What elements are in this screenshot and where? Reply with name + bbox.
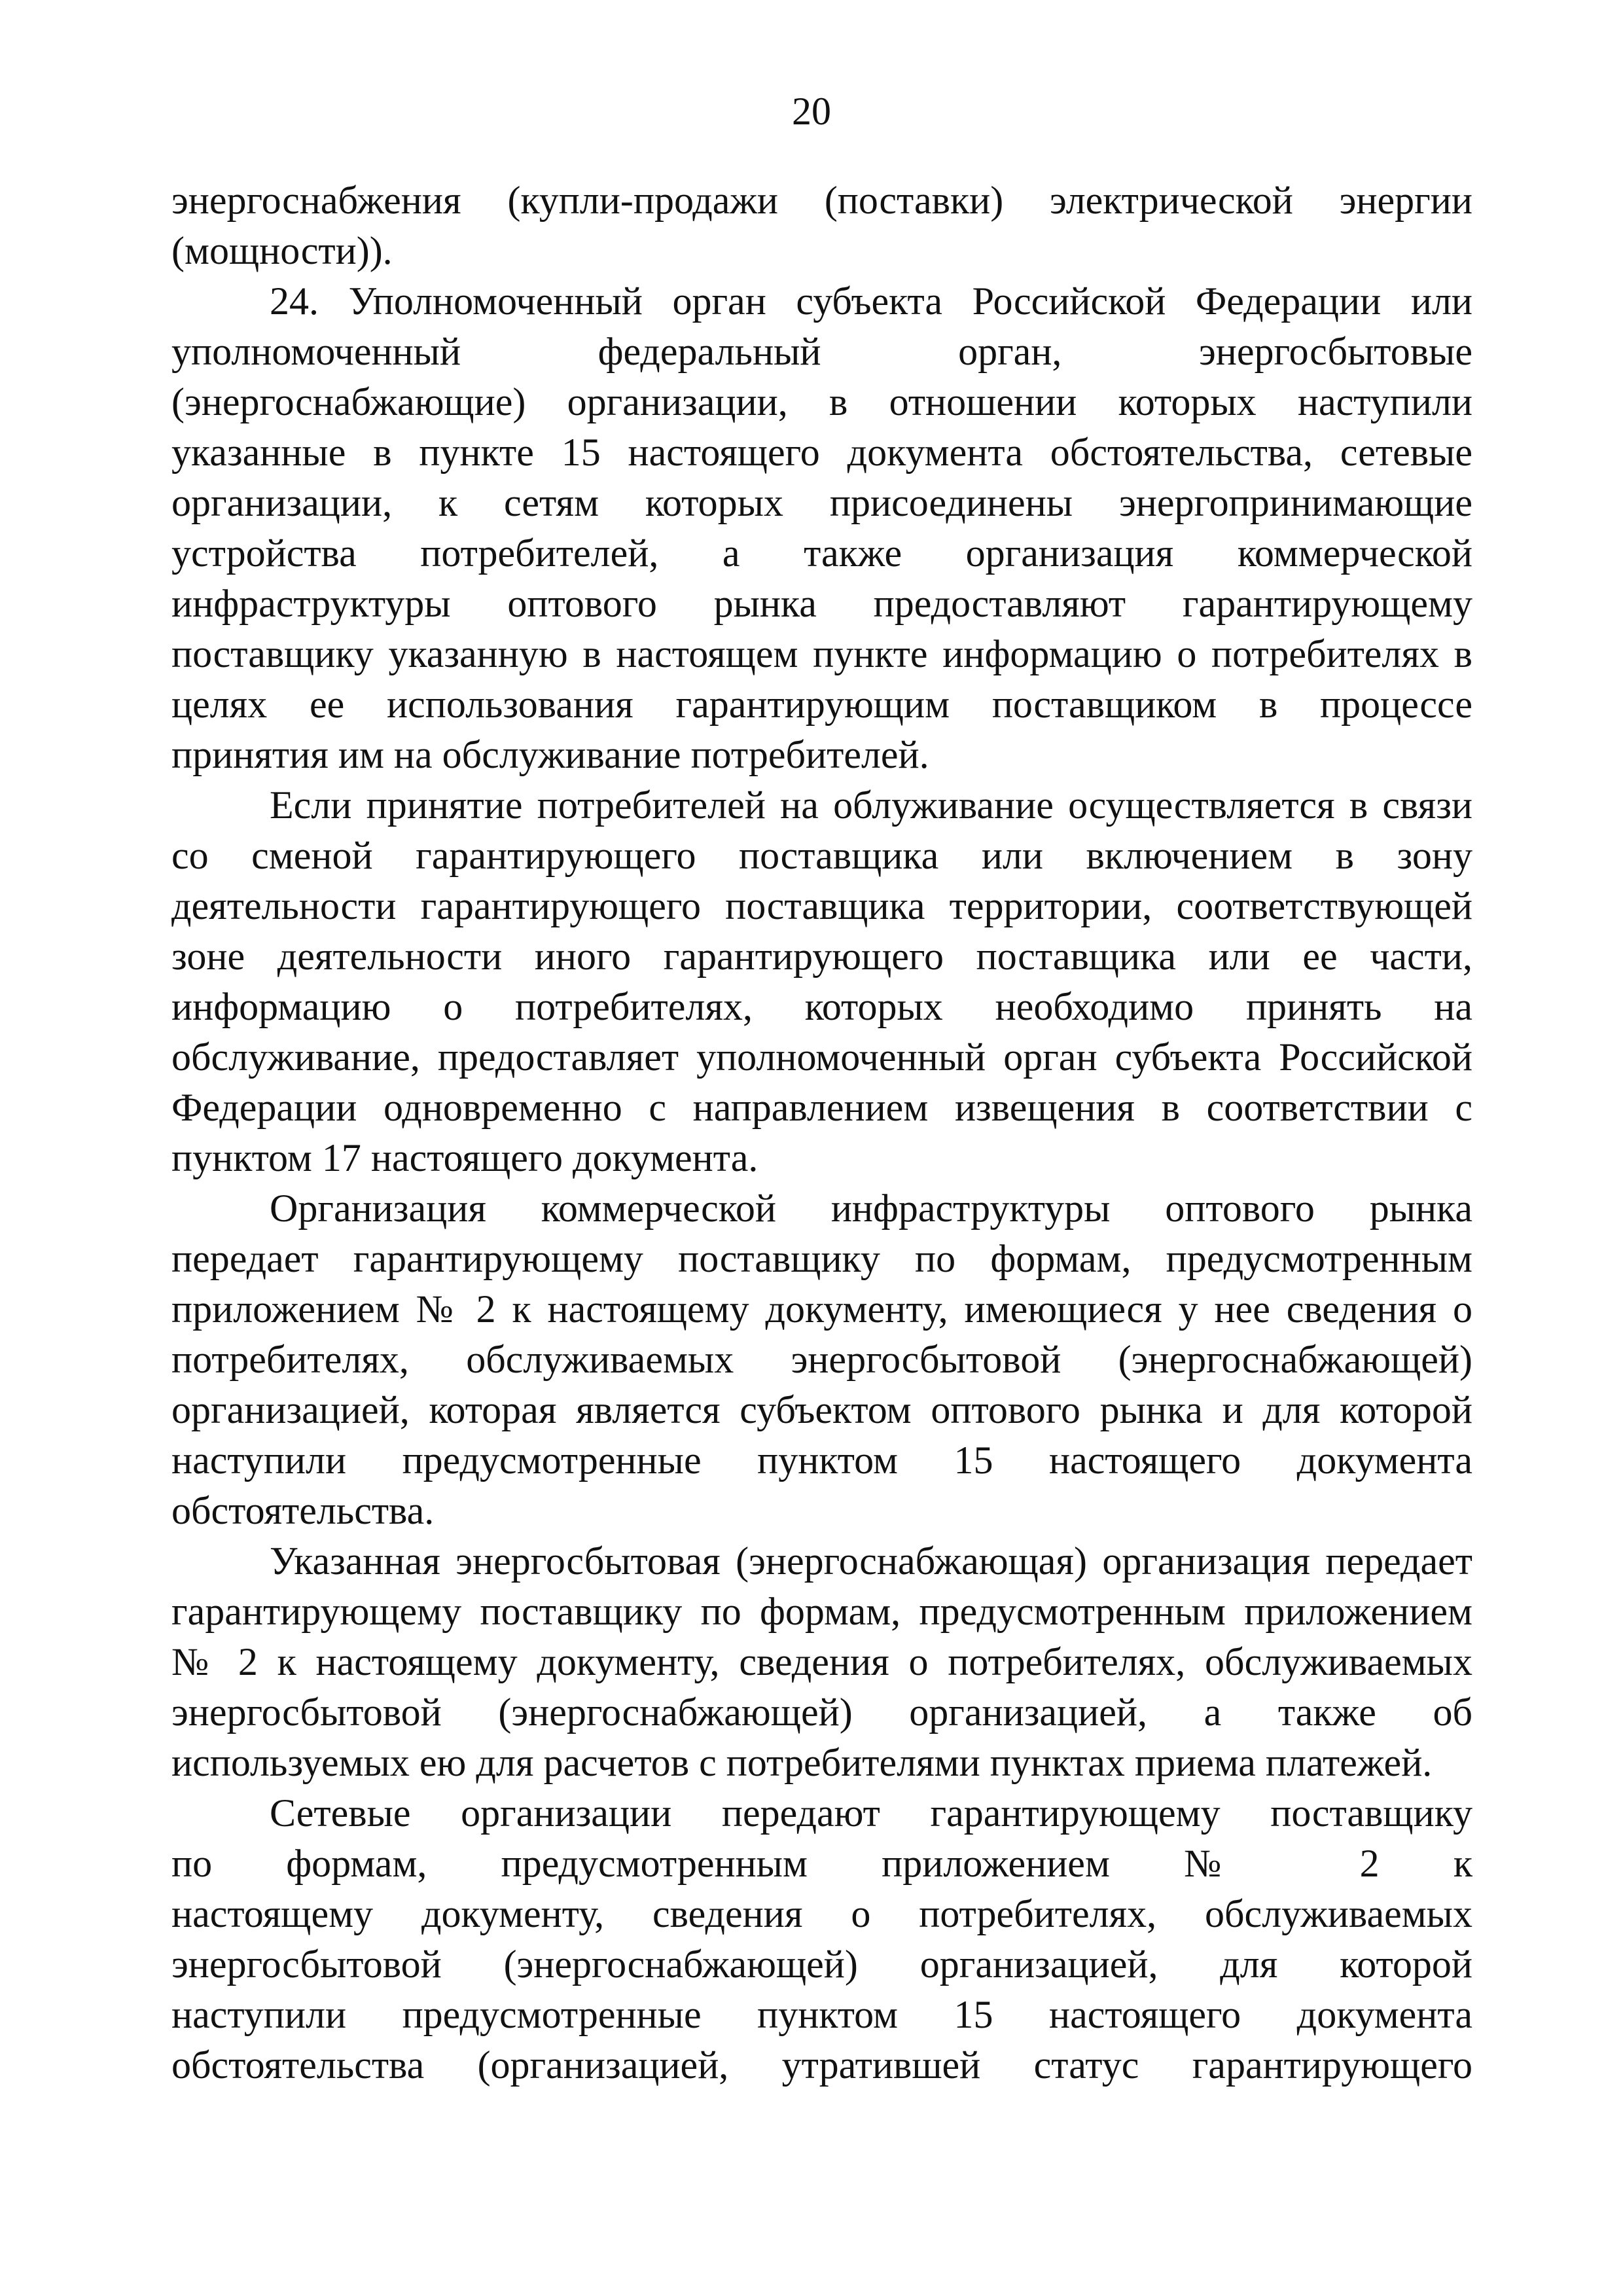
- text-line: поставщику указанную в настоящем пункте информацию о потребителях в: [171, 632, 1472, 675]
- text-line: зоне деятельности иного гарантирующего поставщика или ее части,: [171, 935, 1472, 978]
- text-line: (энергоснабжающие) организации, в отношении которых наступили: [171, 380, 1472, 423]
- paragraph-energy-sales-org: [171, 1536, 1472, 1788]
- document-body: [171, 175, 1472, 2090]
- text-line: организации, к сетям которых присоединены энергопринимающие: [171, 481, 1472, 524]
- paragraph-change-of-supplier: [171, 780, 1472, 1183]
- text-line: энергосбытовой (энергоснабжающей) организацией, а также об: [171, 1691, 1472, 1734]
- text-line: наступили предусмотренные пунктом 15 настоящего документа: [171, 1439, 1472, 1482]
- text-line: уполномоченный федеральный орган, энергосбытовые: [171, 330, 1472, 373]
- text-line: потребителях, обслуживаемых энергосбытовой (энергоснабжающей): [171, 1338, 1472, 1381]
- text-line: инфраструктуры оптового рынка предоставляют гарантирующему: [171, 582, 1472, 625]
- text-line: пунктом 17 настоящего документа.: [171, 1136, 758, 1179]
- text-line: настоящему документу, сведения о потребителях, обслуживаемых: [171, 1892, 1472, 1935]
- text-line: Указанная энергосбытовая (энергоснабжающая) организация передает: [270, 1539, 1472, 1583]
- text-line: целях ее использования гарантирующим поставщиком в процессе: [171, 683, 1472, 726]
- text-line: наступили предусмотренные пунктом 15 настоящего документа: [171, 1993, 1472, 2036]
- text-line: обстоятельства (организацией, утратившей статус гарантирующего: [171, 2043, 1472, 2087]
- text-line: энергоснабжения (купли-продажи (поставки) электрической энергии: [171, 179, 1472, 222]
- text-line: энергосбытовой (энергоснабжающей) организацией, для которой: [171, 1943, 1472, 1986]
- paragraph-continuation: [171, 175, 1472, 276]
- paragraph-item-24: [171, 276, 1472, 780]
- text-line: приложением № 2 к настоящему документу, имеющиеся у нее сведения о: [171, 1287, 1472, 1331]
- text-line: гарантирующему поставщику по формам, предусмотренным приложением: [171, 1590, 1472, 1633]
- text-line: № 2 к настоящему документу, сведения о потребителях, обслуживаемых: [171, 1640, 1472, 1683]
- page-number: 20: [792, 90, 831, 133]
- text-line: информацию о потребителях, которых необходимо принять на: [171, 985, 1472, 1028]
- text-line: Если принятие потребителей на облуживание осуществляется в связи: [270, 783, 1472, 827]
- text-line: указанные в пункте 15 настоящего документа обстоятельства, сетевые: [171, 431, 1472, 474]
- text-line: со сменой гарантирующего поставщика или включением в зону: [171, 834, 1472, 877]
- paragraph-network-orgs: [171, 1788, 1472, 2090]
- text-line: Сетевые организации передают гарантирующему поставщику: [270, 1791, 1472, 1835]
- text-line: деятельности гарантирующего поставщика территории, соответствующей: [171, 884, 1472, 927]
- text-line: Федерации одновременно с направлением извещения в соответствии с: [171, 1086, 1472, 1129]
- text-line: принятия им на обслуживание потребителей.: [171, 733, 929, 776]
- paragraph-market-infrastructure: [171, 1183, 1472, 1536]
- text-line: (мощности)).: [171, 229, 393, 272]
- text-line: Организация коммерческой инфраструктуры оптового рынка: [270, 1187, 1472, 1230]
- text-line: передает гарантирующему поставщику по формам, предусмотренным: [171, 1237, 1472, 1280]
- text-line: по формам, предусмотренным приложением № 2 к: [171, 1842, 1472, 1885]
- text-line: обслуживание, предоставляет уполномоченный орган субъекта Российской: [171, 1035, 1472, 1079]
- text-line: обстоятельства.: [171, 1489, 435, 1532]
- text-line: устройства потребителей, а также организация коммерческой: [171, 531, 1472, 575]
- text-line: организацией, которая является субъектом оптового рынка и для которой: [171, 1388, 1472, 1431]
- text-line: используемых ею для расчетов с потребителями пунктах приема платежей.: [171, 1741, 1433, 1784]
- text-line: 24. Уполномоченный орган субъекта Российской Федерации или: [270, 279, 1472, 323]
